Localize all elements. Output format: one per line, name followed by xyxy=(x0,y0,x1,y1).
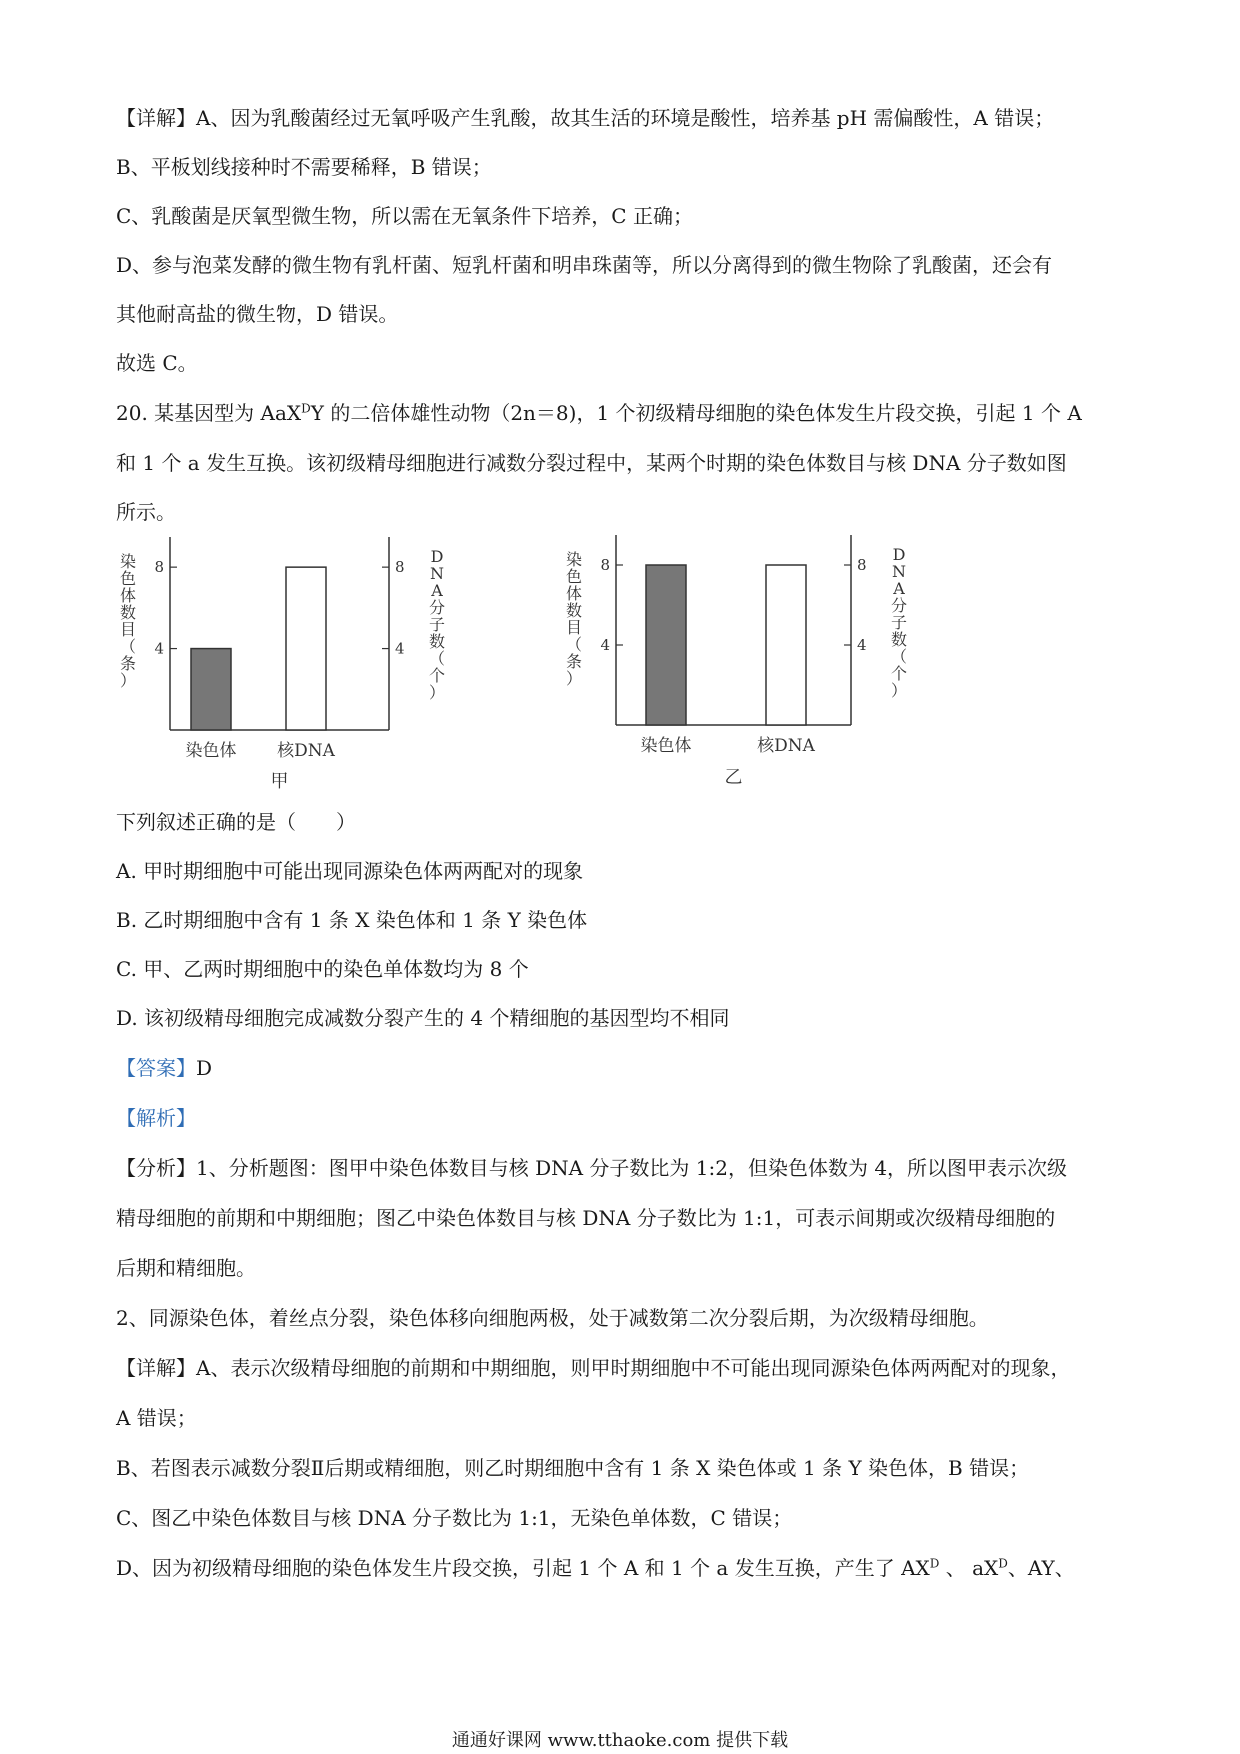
left-axis-label: ） xyxy=(565,669,583,688)
question-suffix: Y 的二倍体雄性动物（2n＝8)，1 个初级精母细胞的染色体发生片段交换，引起 1 个 A xyxy=(310,401,1082,425)
right-axis-label: N xyxy=(892,562,906,581)
left-axis-label: （ xyxy=(119,637,137,656)
analysis-line-8: C、图乙中染色体数目与核 DNA 分子数比为 1:1，无染色单体数，C 错误； xyxy=(116,1506,793,1530)
right-axis-label: 子 xyxy=(890,613,908,632)
right-axis-label: 子 xyxy=(428,615,446,634)
left-axis-label: 体 xyxy=(565,584,583,603)
right-axis-label: D xyxy=(430,547,444,566)
right-axis-label: ） xyxy=(428,683,446,702)
right-axis-label: D xyxy=(892,545,906,564)
charts-figure xyxy=(116,535,1016,800)
answer-line xyxy=(116,1054,212,1082)
bar xyxy=(646,565,686,725)
bar xyxy=(286,567,326,730)
category-label: 核DNA xyxy=(757,736,815,756)
analysis-line-2: 精母细胞的前期和中期细胞；图乙中染色体数目与核 DNA 分子数比为 1:1，可表示间期或次级精母细胞的 xyxy=(116,1206,1056,1230)
right-axis-label: 个 xyxy=(890,664,908,683)
analysis-line-6: A 错误； xyxy=(116,1406,197,1430)
answer-label: 【答案】 xyxy=(116,1056,196,1080)
detail-line-1: 【详解】A、因为乳酸菌经过无氧呼吸产生乳酸，故其生活的环境是酸性，培养基 pH 需偏酸性，A 错误； xyxy=(116,106,1055,130)
right-axis-label: 数 xyxy=(428,632,446,651)
detail-line-3: C、乳酸菌是厌氧型微生物，所以需在无氧条件下培养，C 正确； xyxy=(116,204,693,228)
right-axis-label: N xyxy=(430,564,444,583)
left-axis-label: 目 xyxy=(565,618,583,637)
left-axis-label: 条 xyxy=(565,652,583,671)
answer-value: D xyxy=(196,1056,213,1080)
analysis-line-7: B、若图表示减数分裂Ⅱ后期或精细胞，则乙时期细胞中含有 1 条 X 染色体或 1 条 Y 染色体，B 错误； xyxy=(116,1456,1030,1480)
analysis-line-5: 【详解】A、表示次级精母细胞的前期和中期细胞，则甲时期细胞中不可能出现同源染色体两两配对的现象， xyxy=(116,1356,1071,1380)
last-sup-1: D xyxy=(929,1556,940,1571)
right-axis-label: 分 xyxy=(890,596,908,615)
left-tick-label: 4 xyxy=(154,639,164,658)
option-c: C. 甲、乙两时期细胞中的染色单体数均为 8 个 xyxy=(116,957,529,981)
question-prefix: 20. 某基因型为 AaX xyxy=(116,401,302,425)
left-axis-label: 条 xyxy=(119,654,137,673)
right-axis-label: （ xyxy=(890,647,908,666)
left-axis-label: 色 xyxy=(565,567,583,586)
left-tick-label: 4 xyxy=(600,636,610,654)
chart-caption: 乙 xyxy=(724,767,743,788)
detail-line-2: B、平板划线接种时不需要稀释，B 错误； xyxy=(116,155,492,179)
left-axis-label: 色 xyxy=(119,569,137,588)
question-stem: 下列叙述正确的是（ ） xyxy=(116,810,356,834)
right-axis-label: 分 xyxy=(428,598,446,617)
right-tick-label: 4 xyxy=(857,636,867,654)
right-axis-label: （ xyxy=(428,649,446,668)
option-d: D. 该初级精母细胞完成减数分裂产生的 4 个精细胞的基因型均不相同 xyxy=(116,1006,730,1030)
left-axis-label: 染 xyxy=(119,552,137,571)
last-sup-2: D xyxy=(998,1556,1008,1571)
bar-charts xyxy=(116,535,1016,800)
detail-line-4: D、参与泡菜发酵的微生物有乳杆菌、短乳杆菌和明串珠菌等，所以分离得到的微生物除了乳酸菌，还会有 xyxy=(116,253,1053,277)
left-axis-label: （ xyxy=(565,635,583,654)
analysis-line-9 xyxy=(116,1554,1075,1582)
option-a: A. 甲时期细胞中可能出现同源染色体两两配对的现象 xyxy=(116,859,584,883)
option-b: B. 乙时期细胞中含有 1 条 X 染色体和 1 条 Y 染色体 xyxy=(116,908,588,932)
left-axis-label: 目 xyxy=(119,620,137,639)
category-label: 染色体 xyxy=(640,736,692,756)
right-axis-label: 个 xyxy=(428,666,446,685)
question-line-3: 所示。 xyxy=(116,500,176,524)
left-tick-label: 8 xyxy=(154,558,164,577)
bar xyxy=(191,649,231,730)
left-tick-label: 8 xyxy=(600,556,610,574)
question-line-1 xyxy=(116,399,1082,427)
last-text-1: D、因为初级精母细胞的染色体发生片段交换，引起 1 个 A 和 1 个 a 发生互换，产生了 AX xyxy=(116,1556,930,1580)
analysis-label: 【解析】 xyxy=(116,1106,196,1130)
right-axis-label: A xyxy=(431,581,443,600)
page-footer: 通通好课网 www.tthaoke.com 提供下载 xyxy=(451,1730,789,1751)
detail-line-6: 故选 C。 xyxy=(116,351,198,375)
last-text-2: 、 aX xyxy=(939,1556,999,1580)
left-axis-label: 数 xyxy=(119,603,137,622)
category-label: 染色体 xyxy=(185,741,237,761)
category-label: 核DNA xyxy=(277,741,335,761)
right-axis-label: A xyxy=(893,579,905,598)
right-tick-label: 4 xyxy=(395,639,405,658)
right-axis-label: 数 xyxy=(890,630,908,649)
question-line-2: 和 1 个 a 发生互换。该初级精母细胞进行减数分裂过程中，某两个时期的染色体数目与核 DNA 分子数如图 xyxy=(116,451,1067,475)
right-axis-label: ） xyxy=(890,681,908,700)
left-axis-label: 体 xyxy=(119,586,137,605)
last-text-3: 、AY、 xyxy=(1007,1556,1075,1580)
detail-line-5: 其他耐高盐的微生物，D 错误。 xyxy=(116,302,399,326)
analysis-line-1: 【分析】1、分析题图：图甲中染色体数目与核 DNA 分子数比为 1:2，但染色体数为 4，所以图甲表示次级 xyxy=(116,1156,1068,1180)
left-axis-label: ） xyxy=(119,671,137,690)
right-tick-label: 8 xyxy=(395,558,405,577)
bar xyxy=(766,565,806,725)
analysis-line-4: 2、同源染色体，着丝点分裂，染色体移向细胞两极，处于减数第二次分裂后期，为次级精母细胞。 xyxy=(116,1306,989,1330)
analysis-line-3: 后期和精细胞。 xyxy=(116,1256,256,1280)
left-axis-label: 染 xyxy=(565,550,583,569)
right-tick-label: 8 xyxy=(857,556,867,574)
question-sup: D xyxy=(301,401,311,416)
left-axis-label: 数 xyxy=(565,601,583,620)
chart-caption: 甲 xyxy=(270,771,289,792)
